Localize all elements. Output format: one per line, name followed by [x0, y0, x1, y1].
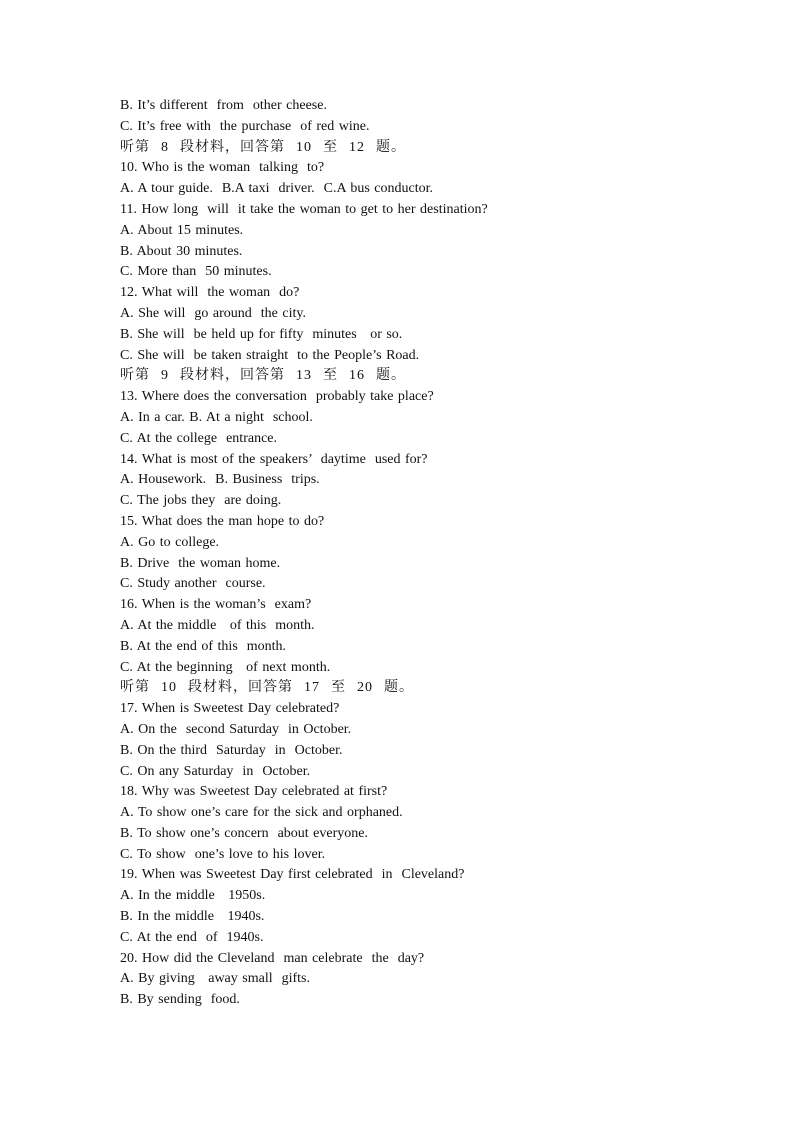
question-text: 15. What does the man hope to do? — [120, 513, 325, 529]
answer-option: B. On the third Saturday in October. — [120, 742, 343, 758]
section-heading: 听第 8 段材料，回答第 10 至 12 题。 — [120, 139, 406, 155]
question-text: 13. Where does the conversation probably take place? — [120, 389, 434, 405]
question-text: 10. Who is the woman talking to? — [120, 160, 325, 176]
answer-option: B. To show one’s concern about everyone. — [120, 825, 368, 841]
answer-option: C. Study another course. — [120, 576, 266, 592]
answer-option: A. On the second Saturday in October. — [120, 721, 352, 737]
document-body — [120, 96, 740, 1011]
answer-option: B. Drive the woman home. — [120, 555, 281, 571]
answer-option: C. At the college entrance. — [120, 430, 277, 446]
answer-option: A. Go to college. — [120, 534, 220, 550]
answer-option: C. The jobs they are doing. — [120, 493, 282, 509]
answer-option: B. She will be held up for fifty minutes or so. — [120, 326, 403, 342]
question-text: 18. Why was Sweetest Day celebrated at first? — [120, 784, 388, 800]
answer-option: B. At the end of this month. — [120, 638, 287, 654]
answer-option: A. To show one’s care for the sick and orphaned. — [120, 805, 403, 821]
answer-option: A. By giving away small gifts. — [120, 971, 310, 987]
answer-option: C. On any Saturday in October. — [120, 763, 311, 779]
question-text: 14. What is most of the speakers’ daytime used for? — [120, 451, 428, 467]
answer-option: B. It’s different from other cheese. — [120, 98, 327, 113]
answer-option: C. It’s free with the purchase of red wine. — [120, 118, 370, 134]
answer-option: A. Housework. B. Business trips. — [120, 472, 320, 488]
answer-option: A. About 15 minutes. — [120, 222, 244, 238]
answer-option: B. In the middle 1940s. — [120, 909, 265, 925]
answer-option: C. At the end of 1940s. — [120, 929, 264, 945]
question-text: 19. When was Sweetest Day first celebrated in Cleveland? — [120, 867, 465, 883]
question-text: 16. When is the woman’s exam? — [120, 597, 312, 613]
answer-option: C. To show one’s love to his lover. — [120, 846, 326, 862]
section-heading: 听第 9 段材料，回答第 13 至 16 题。 — [120, 368, 406, 384]
question-text: 11. How long will it take the woman to get to her destination? — [120, 201, 488, 217]
answer-option: B. About 30 minutes. — [120, 243, 243, 259]
answer-option: A. She will go around the city. — [120, 305, 306, 321]
answer-option: A. In the middle 1950s. — [120, 888, 266, 904]
answer-option: A. In a car. B. At a night school. — [120, 409, 313, 425]
answer-option: C. At the beginning of next month. — [120, 659, 331, 675]
question-text: 20. How did the Cleveland man celebrate the day? — [120, 950, 425, 966]
answer-option: B. By sending food. — [120, 992, 240, 1008]
section-heading: 听第 10 段材料，回答第 17 至 20 题。 — [120, 680, 414, 696]
question-text: 17. When is Sweetest Day celebrated? — [120, 701, 340, 717]
question-text: 12. What will the woman do? — [120, 285, 300, 301]
answer-option: A. At the middle of this month. — [120, 617, 315, 633]
answer-option: C. She will be taken straight to the People’s Road. — [120, 347, 420, 363]
answer-option: A. A tour guide. B.A taxi driver. C.A bus conductor. — [120, 181, 433, 197]
answer-option: C. More than 50 minutes. — [120, 264, 272, 280]
